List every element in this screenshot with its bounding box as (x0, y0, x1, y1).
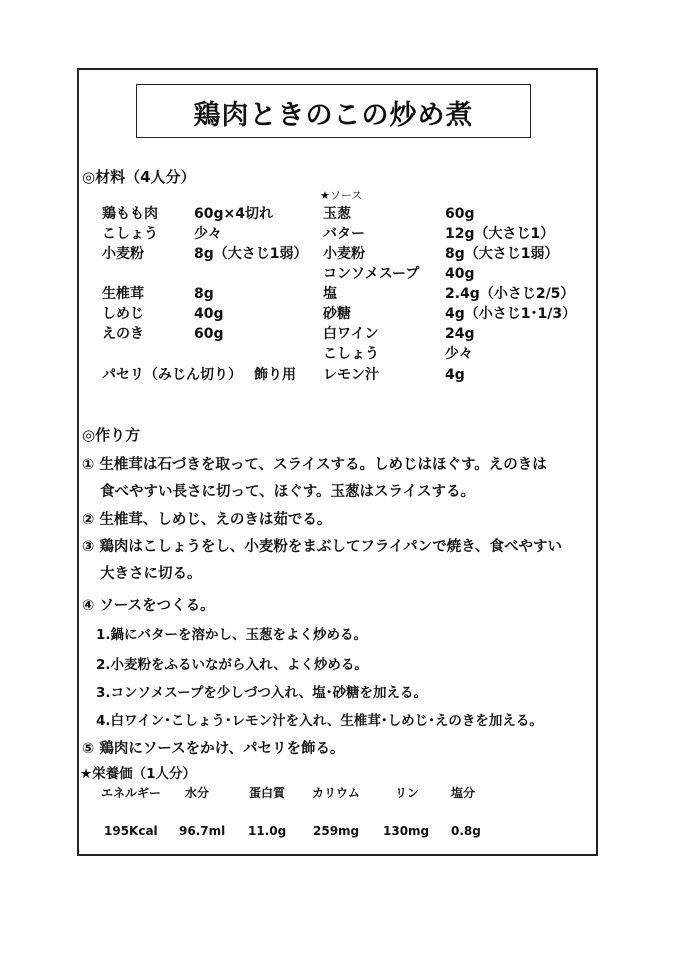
ingredient-amount: 40g (194, 306, 224, 322)
ingredient-amount: 少々 (194, 226, 222, 242)
sauce-ingredient-name: 玉葱 (323, 206, 351, 222)
method-substep: 2.小麦粉をふるいながら入れ、よく炒める。 (96, 657, 368, 673)
sauce-ingredient-name: 砂糖 (323, 306, 351, 322)
method-step: ④ ソースをつくる。 (82, 598, 215, 614)
nutrition-value: 259mg (313, 824, 360, 838)
sauce-ingredient-amount: 24g (445, 326, 475, 342)
title-box (136, 84, 531, 138)
method-step: 食べやすい長さに切って、ほぐす。玉葱はスライスする。 (100, 484, 475, 500)
method-substep: 3.コンソメスープを少しづつ入れ、塩･砂糖を加える。 (96, 685, 427, 701)
sauce-ingredient-amount: 60g (445, 206, 475, 222)
ingredient-name: 小麦粉 (102, 246, 144, 262)
method-step: 大きさに切る。 (100, 566, 202, 582)
nutrition-label: エネルギー (101, 786, 162, 800)
ingredient-name: パセリ（みじん切り） (102, 367, 242, 383)
method-substep: 4.白ワイン･こしょう･レモン汁を入れ、生椎茸･しめじ･えのきを加える。 (96, 713, 543, 729)
page-title: 鶏肉ときのこの炒め煮 (193, 100, 474, 131)
sauce-ingredient-amount: 4g（小さじ1･1/3） (445, 306, 577, 322)
sauce-ingredient-name: バター (323, 226, 365, 242)
ingredient-name: 鶏もも肉 (102, 206, 158, 222)
ingredients-heading: ◎材料（4人分） (82, 168, 196, 186)
nutrition-value: 96.7ml (179, 824, 226, 838)
sauce-ingredient-amount: 8g（大さじ1弱） (445, 246, 559, 262)
method-step: ③ 鶏肉はこしょうをし、小麦粉をまぶしてフライパンで焼き、食べやすい (82, 539, 563, 555)
ingredient-amount: 60g (194, 326, 224, 342)
ingredient-name: えのき (102, 326, 144, 342)
method-step: ⑤ 鶏肉にソースをかけ、パセリを飾る。 (82, 741, 345, 757)
nutrition-label: 水分 (185, 786, 210, 800)
sauce-ingredient-amount: 少々 (445, 346, 473, 362)
ingredient-amount: 60g×4切れ (194, 206, 273, 222)
nutrition-label: 塩分 (451, 786, 476, 800)
ingredient-name: しめじ (102, 306, 144, 322)
sauce-ingredient-name: コンソメスープ (323, 266, 420, 282)
sauce-ingredient-name: 塩 (323, 286, 337, 302)
nutrition-label: リン (395, 786, 420, 800)
nutrition-value: 11.0g (248, 824, 287, 838)
sauce-ingredient-name: 小麦粉 (323, 246, 365, 262)
sauce-label: ★ソース (320, 189, 363, 202)
sauce-ingredient-amount: 4g (445, 367, 465, 383)
nutrition-value: 0.8g (451, 824, 481, 838)
ingredient-name: こしょう (102, 226, 158, 242)
sauce-ingredient-name: 白ワイン (323, 326, 379, 342)
sauce-ingredient-amount: 12g（大さじ1） (445, 226, 555, 242)
method-step: ② 生椎茸、しめじ、えのきは茹でる。 (82, 512, 332, 528)
sauce-ingredient-amount: 2.4g（小さじ2/5） (445, 286, 575, 302)
sauce-ingredient-name: こしょう (323, 346, 379, 362)
sauce-ingredient-amount: 40g (445, 266, 475, 282)
method-heading: ◎作り方 (82, 426, 141, 444)
nutrition-label: 蛋白質 (249, 786, 286, 800)
method-substep: 1.鍋にバターを溶かし、玉葱をよく炒める。 (96, 627, 368, 643)
sauce-ingredient-name: レモン汁 (323, 367, 379, 383)
ingredient-amount: 8g (194, 286, 214, 302)
ingredient-amount: 8g（大さじ1弱） (194, 246, 308, 262)
nutrition-value: 195Kcal (104, 824, 158, 838)
ingredient-name: 生椎茸 (102, 286, 144, 302)
ingredient-amount: 飾り用 (254, 367, 296, 383)
nutrition-heading: ★栄養価（1人分） (80, 766, 196, 782)
method-step: ① 生椎茸は石づきを取って、スライスする。しめじはほぐす。えのきは (82, 457, 547, 473)
nutrition-value: 130mg (383, 824, 430, 838)
nutrition-label: カリウム (312, 786, 360, 800)
